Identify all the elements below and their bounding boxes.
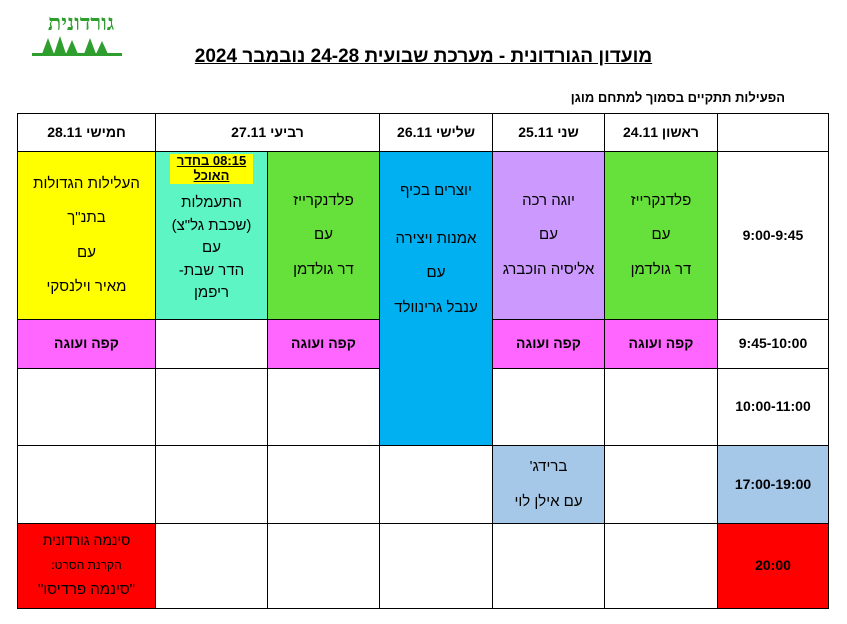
- time-slot-2: 9:45-10:00: [717, 319, 829, 369]
- activity-monday-bridge: [492, 445, 605, 524]
- header-monday: שני 25.11: [492, 113, 605, 152]
- activity-title: פלדנקרייז: [293, 191, 354, 209]
- activity-with: עם: [314, 226, 333, 244]
- time-slot-3: 10:00-11:00: [717, 368, 829, 446]
- coffee-wednesday: קפה ועוגה: [267, 319, 380, 369]
- empty-cell: [379, 445, 493, 524]
- empty-cell: [155, 523, 268, 609]
- activity-subtitle: אמנות ויצירה: [395, 229, 477, 247]
- time-slot-5: 20:00: [717, 523, 829, 609]
- empty-cell: [604, 445, 718, 524]
- activity-title-2: בתנ"ך: [67, 209, 106, 226]
- activity-with: עם: [77, 243, 96, 261]
- activity-subtitle: (שכבת גל"צ): [171, 216, 252, 234]
- page-title: מועדון הגורדונית - מערכת שבועית 24-28 נובמבר 2024: [194, 46, 653, 67]
- header-wednesday: רביעי 27.11: [155, 113, 380, 152]
- time-slot-1: 9:00-9:45: [717, 151, 829, 320]
- activity-instructor: דר גולדמן: [630, 260, 692, 278]
- movie-title: "סינמה פרדיסו": [38, 581, 136, 599]
- activity-instructor: ענבל גרינוולד: [394, 298, 478, 316]
- empty-cell: [604, 523, 718, 609]
- activity-subtitle: הקרנת הסרט:: [51, 557, 122, 572]
- activity-with: עם: [202, 239, 221, 257]
- activity-title: התעמלות: [181, 194, 242, 212]
- empty-cell: [17, 445, 156, 524]
- activity-wednesday-exercise: [155, 151, 268, 320]
- empty-cell: [155, 368, 268, 446]
- logo-text: גורדונית: [47, 10, 115, 36]
- empty-cell: [155, 319, 268, 369]
- activity-title: ברידג': [529, 458, 568, 475]
- safety-note: הפעילות תתקיים בסמוך למתחם מוגן: [570, 90, 785, 105]
- activity-title: העלילות הגדולות: [33, 174, 140, 192]
- corner-cell: [717, 113, 829, 152]
- coffee-thursday: קפה ועוגה: [17, 319, 156, 369]
- coffee-sunday: קפה ועוגה: [604, 319, 718, 369]
- activity-tuesday-art: [379, 151, 493, 446]
- activity-monday-yoga: [492, 151, 605, 320]
- empty-cell: [267, 523, 380, 609]
- activity-with: עם: [539, 226, 558, 244]
- activity-title: פלדנקרייז: [630, 191, 692, 209]
- activity-with: עם: [651, 226, 671, 244]
- coffee-monday: קפה ועוגה: [492, 319, 605, 369]
- header-thursday: חמישי 28.11: [17, 113, 156, 152]
- empty-cell: [492, 368, 605, 446]
- activity-with: עם: [426, 264, 446, 281]
- time-slot-4: 17:00-19:00: [717, 445, 829, 524]
- activity-instructor-2: ריפמן: [194, 284, 229, 302]
- activity-instructor: דר גולדמן: [293, 260, 354, 278]
- activity-instructor: הדר שבת-: [178, 261, 245, 279]
- activity-title: יוצרים בכיף: [400, 182, 472, 199]
- activity-instructor: עם אילן לוי: [514, 492, 583, 510]
- empty-cell: [379, 523, 493, 609]
- empty-cell: [604, 368, 718, 446]
- activity-instructor: אליסיה הוכברג: [502, 260, 595, 278]
- activity-thursday-bible: [17, 151, 156, 320]
- header-sunday: ראשון 24.11: [604, 113, 718, 152]
- empty-cell: [17, 368, 156, 446]
- activity-title: יוגה רכה: [522, 191, 575, 209]
- activity-instructor: מאיר וילנסקי: [46, 278, 127, 295]
- header-tuesday: שלישי 26.11: [379, 113, 493, 152]
- activity-wednesday-feldenkrais: [267, 151, 380, 320]
- empty-cell: [267, 368, 380, 446]
- empty-cell: [267, 445, 380, 524]
- empty-cell: [155, 445, 268, 524]
- activity-title: סינמה גורדונית: [42, 532, 131, 549]
- empty-cell: [492, 523, 605, 609]
- location-tag: 08:15 בחדר האוכל: [170, 154, 253, 184]
- activity-sunday-feldenkrais: [604, 151, 718, 320]
- activity-thursday-cinema: [17, 523, 156, 609]
